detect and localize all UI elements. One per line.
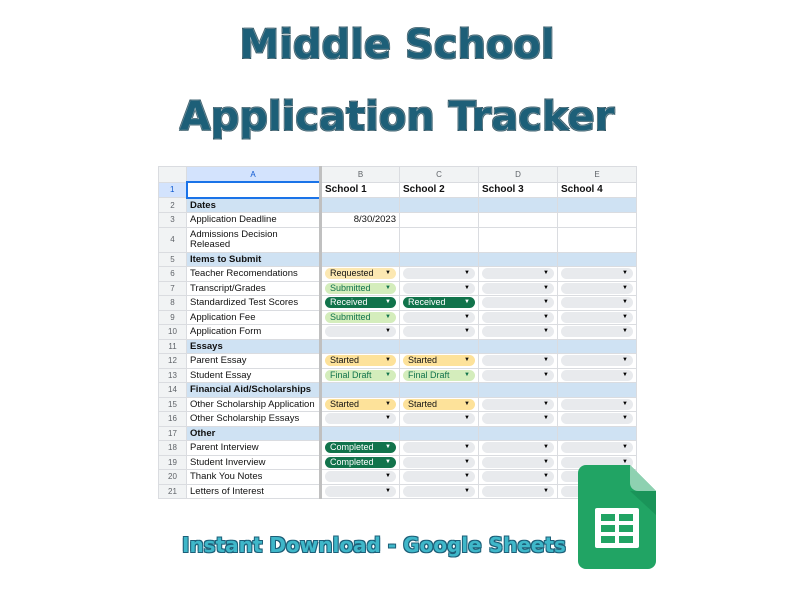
date-cell[interactable] bbox=[400, 213, 479, 228]
table-row bbox=[159, 354, 637, 369]
status-label: Requested bbox=[330, 268, 374, 279]
chevron-down-icon[interactable]: ▼ bbox=[622, 270, 628, 277]
section-cell[interactable] bbox=[558, 383, 637, 398]
status-dropdown-chip[interactable] bbox=[325, 399, 396, 410]
chevron-down-icon[interactable]: ▼ bbox=[622, 400, 628, 407]
status-dropdown-chip[interactable] bbox=[403, 326, 475, 337]
status-cell[interactable] bbox=[558, 368, 637, 383]
status-cell[interactable] bbox=[400, 470, 479, 485]
status-cell[interactable] bbox=[321, 325, 400, 340]
status-cell[interactable] bbox=[558, 296, 637, 311]
table-row bbox=[159, 310, 637, 325]
chevron-down-icon[interactable]: ▼ bbox=[385, 458, 391, 465]
row-number[interactable]: 10 bbox=[159, 325, 187, 340]
status-cell[interactable] bbox=[558, 441, 637, 456]
task-label[interactable]: Parent Essay bbox=[187, 354, 321, 369]
status-dropdown-chip[interactable] bbox=[403, 283, 475, 294]
school-header-e[interactable]: School 4 bbox=[558, 182, 637, 198]
chevron-down-icon[interactable]: ▼ bbox=[464, 328, 470, 335]
column-header-e[interactable]: E bbox=[558, 167, 637, 183]
table-row bbox=[159, 368, 637, 383]
status-dropdown-chip[interactable] bbox=[482, 312, 554, 323]
status-cell[interactable] bbox=[479, 484, 558, 499]
status-dropdown-chip[interactable] bbox=[561, 326, 633, 337]
chevron-down-icon[interactable]: ▼ bbox=[464, 270, 470, 277]
chevron-down-icon[interactable]: ▼ bbox=[543, 371, 549, 378]
table-row bbox=[159, 412, 637, 427]
chevron-down-icon[interactable]: ▼ bbox=[385, 473, 391, 480]
section-cell[interactable] bbox=[479, 426, 558, 441]
section-cell[interactable] bbox=[479, 339, 558, 354]
status-dropdown-chip[interactable] bbox=[403, 268, 475, 279]
status-cell[interactable] bbox=[479, 267, 558, 282]
chevron-down-icon[interactable]: ▼ bbox=[385, 270, 391, 277]
status-dropdown-chip[interactable] bbox=[325, 268, 396, 279]
status-cell[interactable] bbox=[558, 267, 637, 282]
section-label[interactable]: Dates bbox=[187, 198, 321, 213]
row-number[interactable]: 8 bbox=[159, 296, 187, 311]
status-cell[interactable] bbox=[558, 325, 637, 340]
section-cell[interactable] bbox=[321, 252, 400, 267]
status-cell[interactable] bbox=[400, 368, 479, 383]
status-dropdown-chip[interactable] bbox=[403, 442, 475, 453]
status-cell[interactable] bbox=[479, 281, 558, 296]
section-label[interactable]: Financial Aid/Scholarships bbox=[187, 383, 321, 398]
chevron-down-icon[interactable]: ▼ bbox=[385, 357, 391, 364]
table-row bbox=[159, 470, 637, 485]
status-label: Received bbox=[408, 297, 446, 308]
date-cell[interactable] bbox=[479, 213, 558, 228]
status-cell[interactable] bbox=[479, 354, 558, 369]
status-dropdown-chip[interactable] bbox=[403, 355, 475, 366]
row-number[interactable]: 21 bbox=[159, 484, 187, 499]
chevron-down-icon[interactable]: ▼ bbox=[622, 371, 628, 378]
task-label[interactable]: Teacher Recomendations bbox=[187, 267, 321, 282]
status-dropdown-chip[interactable] bbox=[561, 268, 633, 279]
row-number[interactable]: 9 bbox=[159, 310, 187, 325]
status-dropdown-chip[interactable] bbox=[482, 471, 554, 482]
chevron-down-icon[interactable]: ▼ bbox=[385, 444, 391, 451]
task-label[interactable]: Application Form bbox=[187, 325, 321, 340]
date-cell[interactable] bbox=[400, 227, 479, 252]
chevron-down-icon[interactable]: ▼ bbox=[464, 284, 470, 291]
status-cell[interactable] bbox=[321, 267, 400, 282]
status-cell[interactable] bbox=[400, 296, 479, 311]
chevron-down-icon[interactable]: ▼ bbox=[543, 473, 549, 480]
spreadsheet-grid bbox=[158, 166, 637, 499]
status-cell[interactable] bbox=[400, 354, 479, 369]
chevron-down-icon[interactable]: ▼ bbox=[543, 270, 549, 277]
chevron-down-icon[interactable]: ▼ bbox=[543, 458, 549, 465]
chevron-down-icon[interactable]: ▼ bbox=[622, 357, 628, 364]
status-dropdown-chip[interactable] bbox=[482, 457, 554, 468]
status-cell[interactable] bbox=[321, 310, 400, 325]
chevron-down-icon[interactable]: ▼ bbox=[385, 284, 391, 291]
section-cell[interactable] bbox=[558, 252, 637, 267]
section-label[interactable]: Items to Submit bbox=[187, 252, 321, 267]
status-cell[interactable] bbox=[321, 470, 400, 485]
status-cell[interactable] bbox=[400, 455, 479, 470]
selected-cell-a1[interactable] bbox=[187, 182, 321, 198]
chevron-down-icon[interactable]: ▼ bbox=[464, 357, 470, 364]
section-cell[interactable] bbox=[321, 426, 400, 441]
section-row bbox=[159, 426, 637, 441]
status-cell[interactable] bbox=[321, 441, 400, 456]
school-header-d[interactable]: School 3 bbox=[479, 182, 558, 198]
chevron-down-icon[interactable]: ▼ bbox=[622, 458, 628, 465]
chevron-down-icon[interactable]: ▼ bbox=[543, 415, 549, 422]
status-dropdown-chip[interactable] bbox=[561, 370, 633, 381]
chevron-down-icon[interactable]: ▼ bbox=[385, 487, 391, 494]
status-cell[interactable] bbox=[558, 354, 637, 369]
status-dropdown-chip[interactable] bbox=[482, 486, 554, 497]
status-cell[interactable] bbox=[400, 397, 479, 412]
status-cell[interactable] bbox=[400, 281, 479, 296]
status-cell[interactable] bbox=[400, 412, 479, 427]
date-cell[interactable] bbox=[558, 227, 637, 252]
table-row bbox=[159, 296, 637, 311]
status-label: Submitted bbox=[330, 282, 371, 293]
row-number[interactable]: 20 bbox=[159, 470, 187, 485]
section-cell[interactable] bbox=[321, 339, 400, 354]
status-cell[interactable] bbox=[321, 281, 400, 296]
status-dropdown-chip[interactable] bbox=[561, 413, 633, 424]
status-dropdown-chip[interactable] bbox=[561, 297, 633, 308]
status-cell[interactable] bbox=[558, 281, 637, 296]
section-cell[interactable] bbox=[400, 339, 479, 354]
chevron-down-icon[interactable]: ▼ bbox=[622, 299, 628, 306]
section-cell[interactable] bbox=[400, 426, 479, 441]
row-number[interactable]: 1 bbox=[159, 182, 187, 198]
chevron-down-icon[interactable]: ▼ bbox=[543, 284, 549, 291]
section-cell[interactable] bbox=[400, 383, 479, 398]
status-dropdown-chip[interactable] bbox=[325, 370, 396, 381]
status-dropdown-chip[interactable] bbox=[482, 326, 554, 337]
section-cell[interactable] bbox=[321, 198, 400, 213]
status-dropdown-chip[interactable] bbox=[325, 297, 396, 308]
task-label[interactable]: Transcript/Grades bbox=[187, 281, 321, 296]
section-row bbox=[159, 339, 637, 354]
date-cell[interactable] bbox=[479, 227, 558, 252]
status-dropdown-chip[interactable] bbox=[561, 399, 633, 410]
column-header-row bbox=[159, 167, 637, 183]
title-line-2: Application Tracker bbox=[179, 94, 615, 140]
status-cell[interactable] bbox=[321, 455, 400, 470]
table-row bbox=[159, 227, 637, 252]
google-sheets-icon bbox=[578, 465, 656, 569]
section-row bbox=[159, 252, 637, 267]
status-dropdown-chip[interactable] bbox=[403, 413, 475, 424]
status-label: Started bbox=[330, 355, 360, 366]
status-cell[interactable] bbox=[479, 296, 558, 311]
row-number[interactable]: 6 bbox=[159, 267, 187, 282]
row-number[interactable]: 18 bbox=[159, 441, 187, 456]
row-number[interactable]: 17 bbox=[159, 426, 187, 441]
row-number[interactable]: 12 bbox=[159, 354, 187, 369]
section-label[interactable]: Essays bbox=[187, 339, 321, 354]
status-dropdown-chip[interactable] bbox=[482, 442, 554, 453]
chevron-down-icon[interactable]: ▼ bbox=[464, 313, 470, 320]
chevron-down-icon[interactable]: ▼ bbox=[622, 284, 628, 291]
task-label[interactable]: Admissions Decision Released bbox=[187, 227, 321, 252]
row-number[interactable]: 15 bbox=[159, 397, 187, 412]
title-line-1: Middle School bbox=[239, 22, 555, 68]
chevron-down-icon[interactable]: ▼ bbox=[385, 415, 391, 422]
status-cell[interactable] bbox=[479, 397, 558, 412]
chevron-down-icon[interactable]: ▼ bbox=[622, 313, 628, 320]
status-dropdown-chip[interactable] bbox=[561, 442, 633, 453]
status-dropdown-chip[interactable] bbox=[482, 399, 554, 410]
section-row bbox=[159, 198, 637, 213]
table-row bbox=[159, 325, 637, 340]
status-dropdown-chip[interactable] bbox=[482, 355, 554, 366]
chevron-down-icon[interactable]: ▼ bbox=[385, 400, 391, 407]
chevron-down-icon[interactable]: ▼ bbox=[464, 458, 470, 465]
status-dropdown-chip[interactable] bbox=[403, 312, 475, 323]
chevron-down-icon[interactable]: ▼ bbox=[464, 444, 470, 451]
row-number[interactable]: 2 bbox=[159, 198, 187, 213]
row-number[interactable]: 7 bbox=[159, 281, 187, 296]
chevron-down-icon[interactable]: ▼ bbox=[543, 444, 549, 451]
section-cell[interactable] bbox=[321, 383, 400, 398]
status-cell[interactable] bbox=[558, 397, 637, 412]
chevron-down-icon[interactable]: ▼ bbox=[385, 313, 391, 320]
school-header-b[interactable]: School 1 bbox=[321, 182, 400, 198]
status-dropdown-chip[interactable] bbox=[325, 486, 396, 497]
task-label[interactable]: Application Fee bbox=[187, 310, 321, 325]
chevron-down-icon[interactable]: ▼ bbox=[464, 299, 470, 306]
status-cell[interactable] bbox=[321, 354, 400, 369]
section-cell[interactable] bbox=[479, 383, 558, 398]
status-dropdown-chip[interactable] bbox=[482, 297, 554, 308]
task-label[interactable]: Other Scholarship Application bbox=[187, 397, 321, 412]
row-number[interactable]: 4 bbox=[159, 227, 187, 252]
status-cell[interactable] bbox=[479, 368, 558, 383]
status-dropdown-chip[interactable] bbox=[482, 370, 554, 381]
status-cell[interactable] bbox=[479, 325, 558, 340]
task-label[interactable]: Standardized Test Scores bbox=[187, 296, 321, 311]
task-label[interactable]: Student Inverview bbox=[187, 455, 321, 470]
chevron-down-icon[interactable]: ▼ bbox=[385, 299, 391, 306]
status-cell[interactable] bbox=[400, 267, 479, 282]
table-row bbox=[159, 281, 637, 296]
status-cell[interactable] bbox=[558, 412, 637, 427]
section-cell[interactable] bbox=[558, 198, 637, 213]
task-label[interactable]: Parent Interview bbox=[187, 441, 321, 456]
status-dropdown-chip[interactable] bbox=[403, 486, 475, 497]
section-cell[interactable] bbox=[558, 426, 637, 441]
status-cell[interactable] bbox=[321, 368, 400, 383]
date-cell[interactable] bbox=[558, 213, 637, 228]
row-number[interactable]: 11 bbox=[159, 339, 187, 354]
status-cell[interactable] bbox=[400, 484, 479, 499]
status-dropdown-chip[interactable] bbox=[325, 312, 396, 323]
row-number[interactable]: 3 bbox=[159, 213, 187, 228]
corner-cell[interactable] bbox=[159, 167, 187, 183]
section-cell[interactable] bbox=[400, 198, 479, 213]
section-row bbox=[159, 383, 637, 398]
status-label: Completed bbox=[330, 456, 374, 467]
status-dropdown-chip[interactable] bbox=[325, 326, 396, 337]
chevron-down-icon[interactable]: ▼ bbox=[464, 371, 470, 378]
date-cell[interactable]: 8/30/2023 bbox=[321, 213, 400, 228]
section-cell[interactable] bbox=[479, 198, 558, 213]
status-cell[interactable] bbox=[479, 470, 558, 485]
status-label: Received bbox=[330, 297, 368, 308]
chevron-down-icon[interactable]: ▼ bbox=[622, 415, 628, 422]
chevron-down-icon[interactable]: ▼ bbox=[464, 487, 470, 494]
chevron-down-icon[interactable]: ▼ bbox=[464, 400, 470, 407]
status-cell[interactable] bbox=[400, 441, 479, 456]
chevron-down-icon[interactable]: ▼ bbox=[543, 299, 549, 306]
status-cell[interactable] bbox=[321, 484, 400, 499]
task-label[interactable]: Student Essay bbox=[187, 368, 321, 383]
status-cell[interactable] bbox=[479, 455, 558, 470]
status-dropdown-chip[interactable] bbox=[482, 268, 554, 279]
chevron-down-icon[interactable]: ▼ bbox=[622, 444, 628, 451]
column-header-c[interactable]: C bbox=[400, 167, 479, 183]
status-cell[interactable] bbox=[400, 325, 479, 340]
status-dropdown-chip[interactable] bbox=[482, 413, 554, 424]
status-cell[interactable] bbox=[479, 310, 558, 325]
table-row bbox=[159, 182, 637, 198]
column-header-b[interactable]: B bbox=[321, 167, 400, 183]
table-row bbox=[159, 213, 637, 228]
status-dropdown-chip[interactable] bbox=[561, 312, 633, 323]
table-row bbox=[159, 441, 637, 456]
status-cell[interactable] bbox=[321, 412, 400, 427]
status-dropdown-chip[interactable] bbox=[325, 355, 396, 366]
chevron-down-icon[interactable]: ▼ bbox=[385, 328, 391, 335]
chevron-down-icon[interactable]: ▼ bbox=[622, 328, 628, 335]
table-row bbox=[159, 267, 637, 282]
school-header-c[interactable]: School 2 bbox=[400, 182, 479, 198]
status-label: Final Draft bbox=[330, 369, 372, 380]
status-dropdown-chip[interactable] bbox=[325, 283, 396, 294]
column-header-d[interactable]: D bbox=[479, 167, 558, 183]
status-dropdown-chip[interactable] bbox=[325, 442, 396, 453]
chevron-down-icon[interactable]: ▼ bbox=[543, 487, 549, 494]
chevron-down-icon[interactable]: ▼ bbox=[543, 313, 549, 320]
column-header-a[interactable]: A bbox=[187, 167, 321, 183]
row-number[interactable]: 16 bbox=[159, 412, 187, 427]
status-dropdown-chip[interactable] bbox=[482, 283, 554, 294]
chevron-down-icon[interactable]: ▼ bbox=[543, 400, 549, 407]
task-label[interactable]: Letters of Interest bbox=[187, 484, 321, 499]
status-cell[interactable] bbox=[400, 310, 479, 325]
status-dropdown-chip[interactable] bbox=[403, 370, 475, 381]
status-label: Completed bbox=[330, 442, 374, 453]
chevron-down-icon[interactable]: ▼ bbox=[464, 415, 470, 422]
table-row bbox=[159, 484, 637, 499]
section-cell[interactable] bbox=[400, 252, 479, 267]
section-cell[interactable] bbox=[558, 339, 637, 354]
status-cell[interactable] bbox=[321, 296, 400, 311]
table-row bbox=[159, 397, 637, 412]
status-cell[interactable] bbox=[479, 441, 558, 456]
status-dropdown-chip[interactable] bbox=[325, 471, 396, 482]
status-dropdown-chip[interactable] bbox=[561, 283, 633, 294]
status-label: Started bbox=[330, 398, 360, 409]
section-cell[interactable] bbox=[479, 252, 558, 267]
status-dropdown-chip[interactable] bbox=[403, 457, 475, 468]
row-number[interactable]: 5 bbox=[159, 252, 187, 267]
table-row bbox=[159, 455, 637, 470]
status-dropdown-chip[interactable] bbox=[325, 413, 396, 424]
task-label[interactable]: Other Scholarship Essays bbox=[187, 412, 321, 427]
status-cell[interactable] bbox=[558, 310, 637, 325]
row-number[interactable]: 19 bbox=[159, 455, 187, 470]
status-dropdown-chip[interactable] bbox=[403, 297, 475, 308]
row-number[interactable]: 14 bbox=[159, 383, 187, 398]
row-number[interactable]: 13 bbox=[159, 368, 187, 383]
chevron-down-icon[interactable]: ▼ bbox=[464, 473, 470, 480]
status-label: Final Draft bbox=[408, 369, 450, 380]
chevron-down-icon[interactable]: ▼ bbox=[543, 357, 549, 364]
chevron-down-icon[interactable]: ▼ bbox=[385, 371, 391, 378]
section-label[interactable]: Other bbox=[187, 426, 321, 441]
status-dropdown-chip[interactable] bbox=[325, 457, 396, 468]
task-label[interactable]: Thank You Notes bbox=[187, 470, 321, 485]
status-cell[interactable] bbox=[321, 397, 400, 412]
status-label: Submitted bbox=[330, 311, 371, 322]
tagline: Instant Download - Google Sheets bbox=[182, 533, 566, 557]
status-label: Started bbox=[408, 398, 438, 409]
date-cell[interactable] bbox=[321, 227, 400, 252]
status-dropdown-chip[interactable] bbox=[403, 399, 475, 410]
chevron-down-icon[interactable]: ▼ bbox=[543, 328, 549, 335]
status-dropdown-chip[interactable] bbox=[561, 355, 633, 366]
status-dropdown-chip[interactable] bbox=[403, 471, 475, 482]
task-label[interactable]: Application Deadline bbox=[187, 213, 321, 228]
status-label: Started bbox=[408, 355, 438, 366]
status-cell[interactable] bbox=[479, 412, 558, 427]
